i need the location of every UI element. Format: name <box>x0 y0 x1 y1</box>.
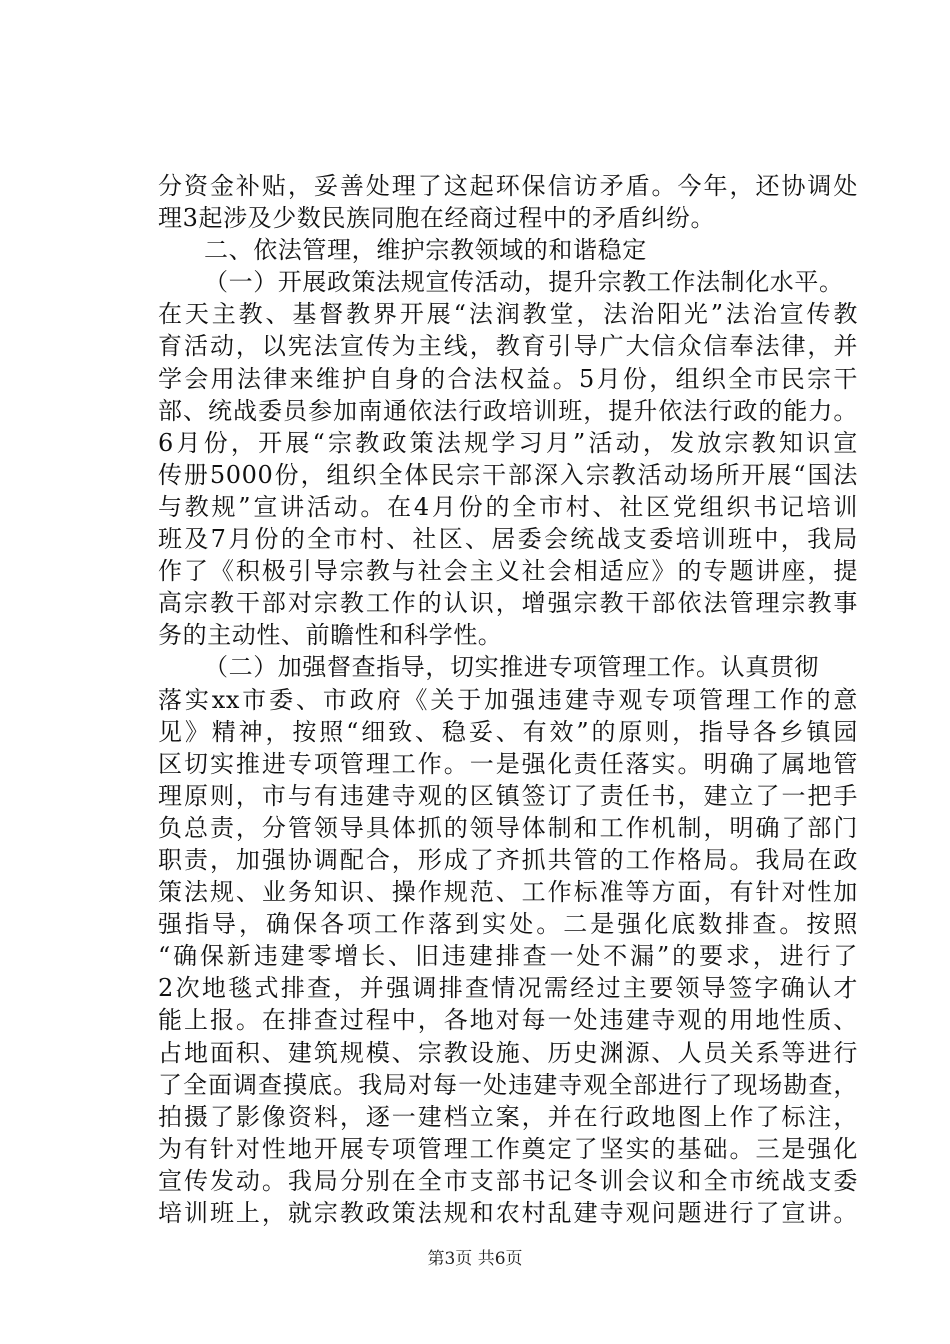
text-line: 部、统战委员参加南通依法行政培训班，提升依法行政的能力。 <box>158 396 858 425</box>
text-line: 作了《积极引导宗教与社会主义社会相适应》的专题讲座，提 <box>158 557 858 586</box>
text-line: 强指导，确保各项工作落到实处。二是强化底数排查。按照 <box>158 910 858 939</box>
text-line: 务的主动性、前瞻性和科学性。 <box>158 621 503 650</box>
text-line: 落实xx市委、市政府《关于加强违建寺观专项管理工作的意 <box>158 685 858 714</box>
page-number-footer: 第3页 共6页 <box>427 1249 523 1269</box>
text-line: 育活动，以宪法宣传为主线，教育引导广大信众信奉法律，并 <box>158 332 858 361</box>
text-line: 负总责，分管领导具体抓的领导体制和工作机制，明确了部门 <box>158 813 858 842</box>
text-line: 占地面积、建筑规模、宗教设施、历史渊源、人员关系等进行 <box>158 1038 858 1067</box>
text-line: 在天主教、基督教界开展“法润教堂，法治阳光”法治宣传教 <box>158 300 858 329</box>
text-line: 了全面调查摸底。我局对每一处违建寺观全部进行了现场勘查， <box>158 1070 858 1099</box>
text-line: 分资金补贴，妥善处理了这起环保信访矛盾。今年，还协调处 <box>158 172 858 200</box>
text-line: 能上报。在排查过程中，各地对每一处违建寺观的用地性质、 <box>158 1006 858 1035</box>
text-line: 学会用法律来维护自身的合法权益。5月份，组织全市民宗干 <box>158 364 858 393</box>
text-line: 2次地毯式排查，并强调排查情况需经过主要领导签字确认才 <box>158 974 858 1003</box>
text-line: 班及7月份的全市村、社区、居委会统战支委培训班中，我局 <box>158 525 858 554</box>
text-line: 区切实推进专项管理工作。一是强化责任落实。明确了属地管 <box>158 749 858 778</box>
text-line: “确保新违建零增长、旧违建排查一处不漏”的要求，进行了 <box>158 942 858 971</box>
subsection-heading: （一）开展政策法规宣传活动，提升宗教工作法制化水平。 <box>204 268 844 297</box>
text-line: 宣传发动。我局分别在全市支部书记冬训会议和全市统战支委 <box>158 1166 858 1195</box>
text-line: 拍摄了影像资料，逐一建档立案，并在行政地图上作了标注， <box>158 1102 858 1131</box>
text-line: 理原则，市与有违建寺观的区镇签订了责任书，建立了一把手 <box>158 781 858 810</box>
text-line: 职责，加强协调配合，形成了齐抓共管的工作格局。我局在政 <box>158 845 858 874</box>
text-line: 见》精神，按照“细致、稳妥、有效”的原则，指导各乡镇园 <box>158 717 858 746</box>
text-line: 6月份，开展“宗教政策法规学习月”活动，发放宗教知识宣 <box>158 428 858 457</box>
text-line: 培训班上，就宗教政策法规和农村乱建寺观问题进行了宣讲。 <box>158 1199 858 1227</box>
text-line: 策法规、业务知识、操作规范、工作标准等方面，有针对性加 <box>158 878 858 907</box>
text-line: 为有针对性地开展专项管理工作奠定了坚实的基础。三是强化 <box>158 1134 858 1163</box>
text-line: 理3起涉及少数民族同胞在经商过程中的矛盾纠纷。 <box>158 204 716 233</box>
text-line: 高宗教干部对宗教工作的认识，增强宗教干部依法管理宗教事 <box>158 589 858 618</box>
section-heading: 二、依法管理，维护宗教领域的和谐稳定 <box>204 236 647 265</box>
subsection-heading: （二）加强督查指导，切实推进专项管理工作。认真贯彻 <box>204 653 819 682</box>
text-line: 传册5000份，组织全体民宗干部深入宗教活动场所开展“国法 <box>158 460 858 489</box>
text-line: 与教规”宣讲活动。在4月份的全市村、社区党组织书记培训 <box>158 492 858 521</box>
document-body <box>158 170 858 1229</box>
